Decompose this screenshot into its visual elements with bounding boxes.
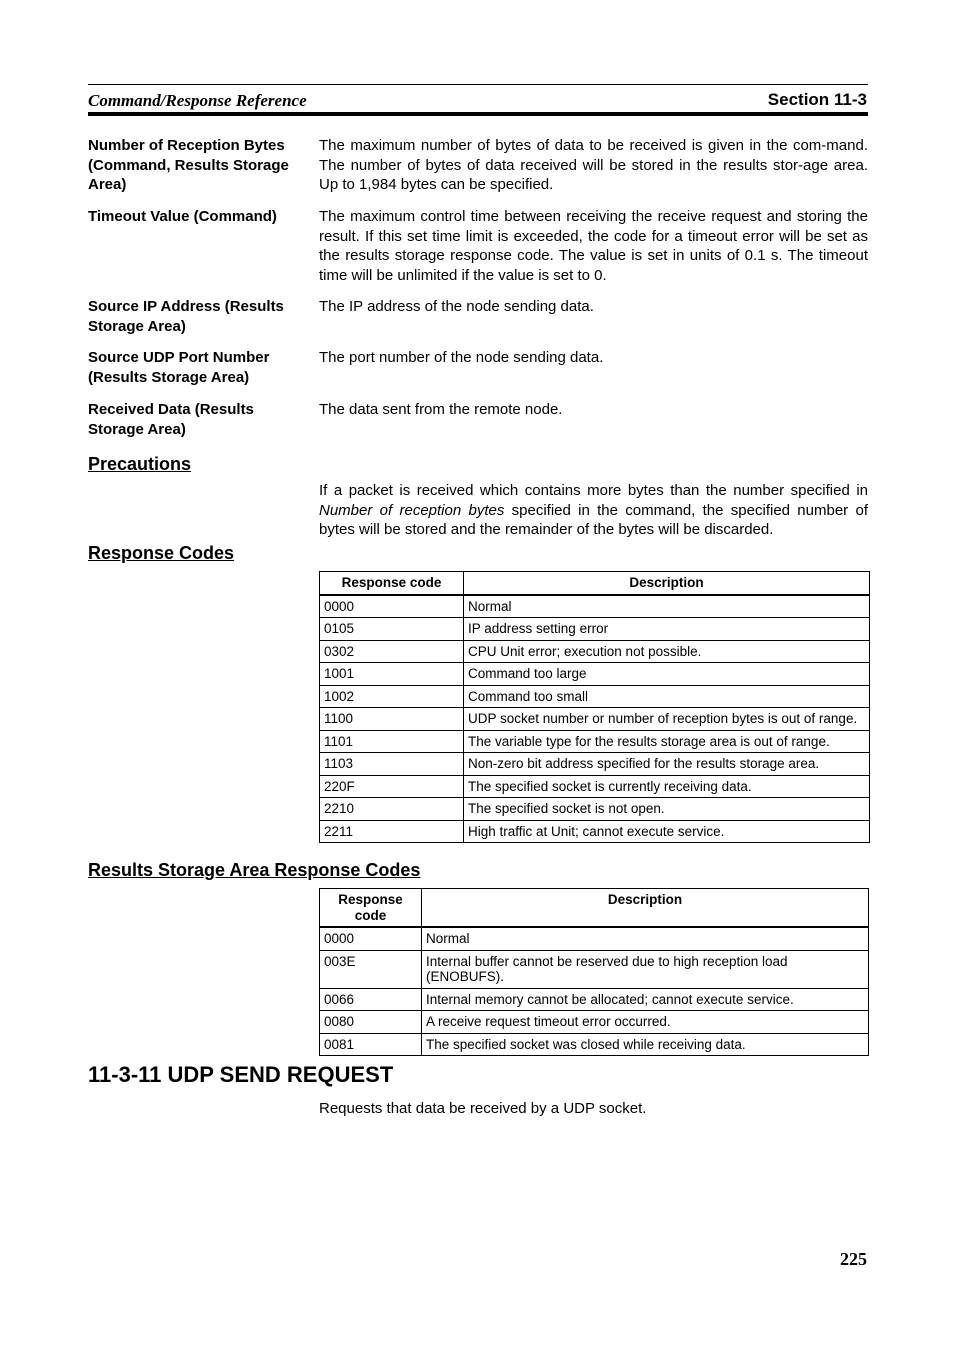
table-row (320, 775, 870, 798)
page-number: 225 (840, 1249, 867, 1269)
description-cell: Internal memory cannot be allocated; cannot execute service. (422, 988, 869, 1011)
table-row (320, 1033, 869, 1056)
table-row (320, 685, 870, 708)
description-cell: The variable type for the results storage area is out of range. (464, 730, 870, 753)
response-codes-table (319, 571, 870, 843)
col-description: Description (464, 572, 870, 595)
col-response-code: Response code (320, 889, 422, 928)
table-row (320, 753, 870, 776)
code-cell: 220F (320, 775, 464, 798)
header-thick-rule (88, 112, 868, 116)
code-cell: 0302 (320, 640, 464, 663)
table-row (320, 663, 870, 686)
description-cell: Internal buffer cannot be reserved due to high reception load (ENOBUFS). (422, 950, 869, 988)
description-cell: Normal (422, 927, 869, 950)
desc-source-port: The port number of the node sending data. (319, 349, 604, 366)
code-cell: 2211 (320, 820, 464, 843)
description-cell: Command too large (464, 663, 870, 686)
description-cell: High traffic at Unit; cannot execute service. (464, 820, 870, 843)
term-source-ip: Source IP Address (Results Storage Area) (88, 298, 284, 335)
code-cell: 2210 (320, 798, 464, 821)
code-cell: 1100 (320, 708, 464, 731)
term-received-data: Received Data (Results Storage Area) (88, 401, 254, 438)
desc-timeout: The maximum control time between receiving the receive request and storing the result. If this set time limit is exceeded, the code for a timeout error will be set as the results storage response code. The value is set in units of 0.1 s. The timeout time will be unlimited if the value is set to 0. (319, 208, 868, 284)
col-description: Description (422, 889, 869, 928)
code-cell: 1001 (320, 663, 464, 686)
section-heading: 11-3-11 UDP SEND REQUEST (88, 1062, 394, 1087)
code-cell: 003E (320, 950, 422, 988)
code-cell: 0105 (320, 618, 464, 641)
results-codes-table (319, 888, 869, 1056)
description-cell: The specified socket is not open. (464, 798, 870, 821)
description-cell: Command too small (464, 685, 870, 708)
code-cell: 1101 (320, 730, 464, 753)
table-row (320, 950, 869, 988)
description-cell: IP address setting error (464, 618, 870, 641)
description-cell: Non-zero bit address specified for the results storage area. (464, 753, 870, 776)
description-cell: The specified socket is currently receiving data. (464, 775, 870, 798)
description-cell: The specified socket was closed while receiving data. (422, 1033, 869, 1056)
table-row (320, 927, 869, 950)
header-title: Command/Response Reference (88, 91, 307, 110)
code-cell: 0000 (320, 595, 464, 618)
term-timeout: Timeout Value (Command) (88, 208, 277, 225)
term-source-port: Source UDP Port Number (Results Storage Area) (88, 349, 270, 386)
section-text: Requests that data be received by a UDP socket. (319, 1100, 647, 1117)
table-row (320, 798, 870, 821)
desc-received-data: The data sent from the remote node. (319, 401, 563, 418)
table-row (320, 708, 870, 731)
table-row (320, 618, 870, 641)
table-row (320, 730, 870, 753)
code-cell: 1002 (320, 685, 464, 708)
code-cell: 0080 (320, 1011, 422, 1034)
table-row (320, 640, 870, 663)
precautions-heading: Precautions (88, 454, 192, 474)
code-cell: 0000 (320, 927, 422, 950)
description-cell: CPU Unit error; execution not possible. (464, 640, 870, 663)
table-row (320, 988, 869, 1011)
code-cell: 0066 (320, 988, 422, 1011)
precautions-italic: Number of reception bytes (319, 501, 505, 519)
header-rule (88, 84, 868, 85)
code-cell: 1103 (320, 753, 464, 776)
table-row (320, 1011, 869, 1034)
description-cell: UDP socket number or number of reception bytes is out of range. (464, 708, 870, 731)
table-row (320, 820, 870, 843)
description-cell: A receive request timeout error occurred. (422, 1011, 869, 1034)
table-row (320, 595, 870, 618)
col-response-code: Response code (320, 572, 464, 595)
header-section: Section 11-3 (767, 90, 867, 109)
desc-source-ip: The IP address of the node sending data. (319, 298, 594, 315)
description-cell: Normal (464, 595, 870, 618)
desc-reception-bytes: The maximum number of bytes of data to be received is given in the com-mand. The number of bytes of data received will be stored in the results stor-age area. Up to 1,984 bytes can be specified. (319, 137, 868, 193)
results-codes-heading: Results Storage Area Response Codes (88, 860, 421, 880)
response-codes-heading: Response Codes (88, 543, 235, 563)
code-cell: 0081 (320, 1033, 422, 1056)
precautions-text: If a packet is received which contains more bytes than the number specified in Number of reception bytes specified in the command, the specified number of bytes will be stored and the remainder of the bytes will be discarded. (319, 482, 868, 538)
term-reception-bytes: Number of Reception Bytes (Command, Results Storage Area) (88, 137, 289, 193)
